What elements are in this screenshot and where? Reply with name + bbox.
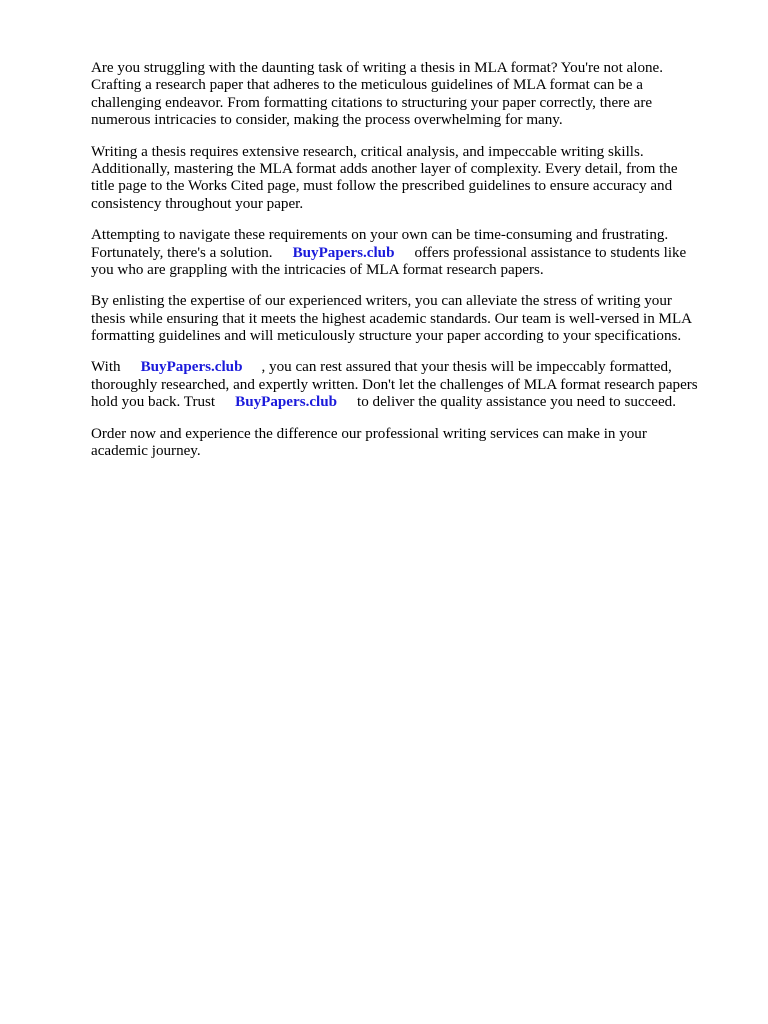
paragraph-solution [91, 227, 731, 279]
text-segment: offers professional assistance to students like [414, 244, 687, 261]
text-line: academic journey. [91, 443, 201, 460]
text-line: By enlisting the expertise of our experienced writers, you can alleviate the stress of writing your [91, 293, 672, 310]
text-line: formatting guidelines and will meticulously structure your paper according to your specifications. [91, 328, 682, 345]
text-segment: , you can rest assured that your thesis will be impeccably formatted, [261, 359, 672, 376]
text-line: Crafting a research paper that adheres to the meticulous guidelines of MLA format can be a [91, 77, 643, 94]
text-segment: hold you back. Trust [91, 394, 216, 411]
text-line: thoroughly researched, and expertly written. Don't let the challenges of MLA format research papers [91, 376, 698, 393]
paragraph-expertise [91, 293, 731, 345]
text-line: you who are grappling with the intricacies of MLA format research papers. [91, 261, 544, 278]
text-line: Order now and experience the difference our professional writing services can make in your [91, 425, 647, 442]
text-line: thesis while ensuring that it meets the highest academic standards. Our team is well-versed in MLA [91, 310, 693, 327]
text-line [91, 245, 731, 262]
text-segment: With [91, 359, 121, 376]
paragraph-requirements [91, 144, 731, 214]
paragraph-call-to-action [91, 426, 731, 461]
text-segment: Fortunately, there's a solution. [91, 244, 273, 261]
text-line: Writing a thesis requires extensive research, critical analysis, and impeccable writing skills. [91, 143, 644, 160]
paragraph-assurance [91, 359, 731, 411]
paragraph-intro [91, 60, 731, 130]
text-line: Additionally, mastering the MLA format adds another layer of complexity. Every detail, from the [91, 160, 678, 177]
text-line: Are you struggling with the daunting task of writing a thesis in MLA format? You're not alone. [91, 60, 664, 76]
buypapers-link[interactable]: BuyPapers.club [235, 394, 338, 411]
document-body [91, 60, 731, 474]
text-line: consistency throughout your paper. [91, 195, 304, 212]
text-segment: to deliver the quality assistance you need to succeed. [357, 394, 676, 411]
buypapers-link[interactable]: BuyPapers.club [140, 359, 243, 376]
text-line: challenging endeavor. From formatting citations to structuring your paper correctly, there are [91, 94, 653, 111]
buypapers-link[interactable]: BuyPapers.club [292, 244, 395, 261]
text-line [91, 359, 731, 376]
text-line: numerous intricacies to consider, making the process overwhelming for many. [91, 112, 563, 129]
text-line [91, 394, 731, 411]
text-line: Attempting to navigate these requirements on your own can be time-consuming and frustrating. [91, 227, 669, 244]
text-line: title page to the Works Cited page, must follow the prescribed guidelines to ensure accuracy and [91, 178, 673, 195]
